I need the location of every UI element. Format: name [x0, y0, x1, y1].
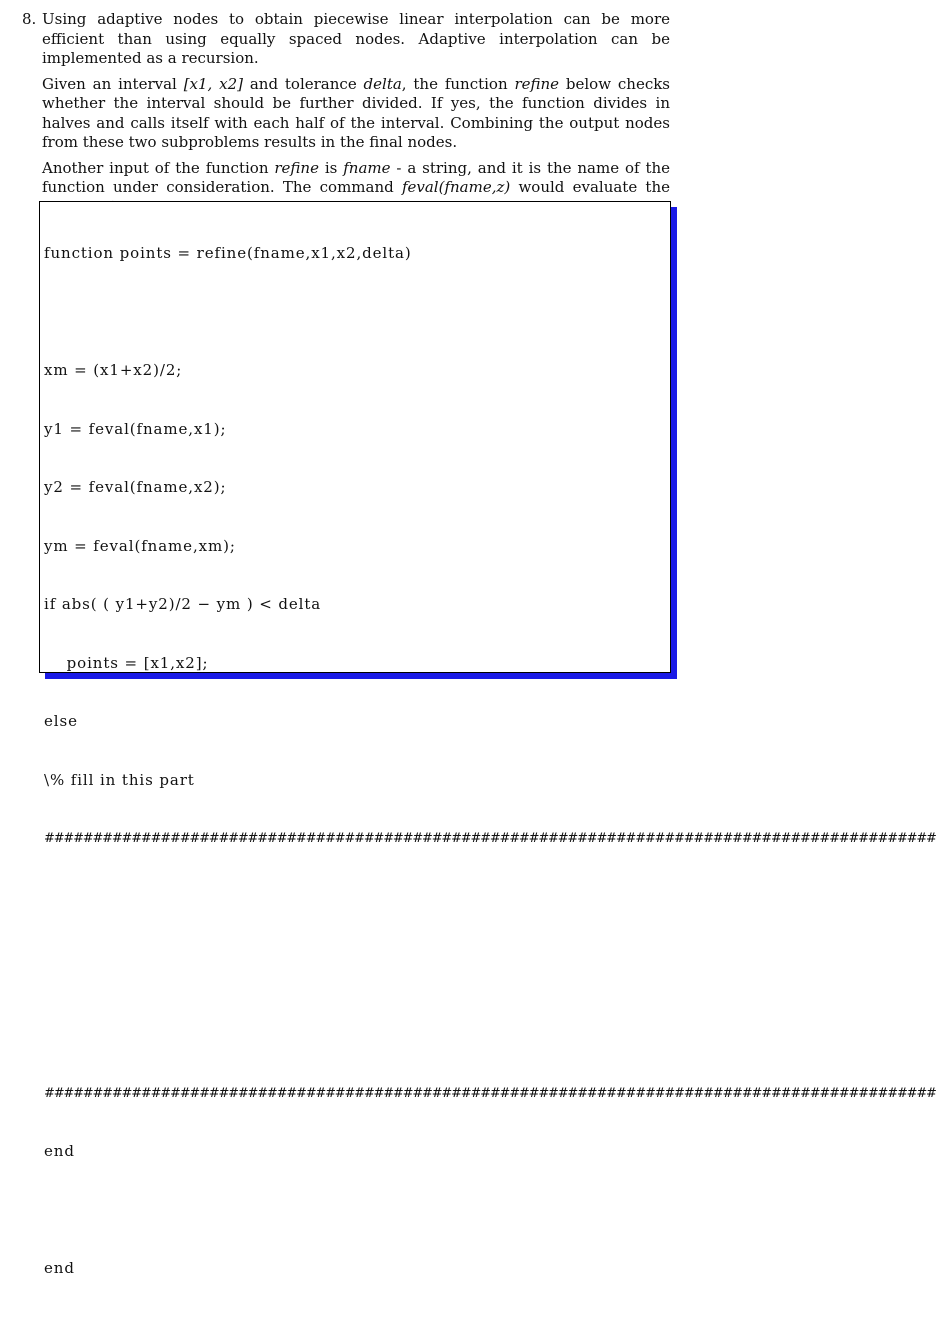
- hash-divider-top: ############################################################################################: [44, 831, 936, 846]
- code-line-function: function points = refine(fname,x1,x2,delta): [44, 244, 412, 262]
- refine-term: refine: [514, 74, 560, 93]
- paragraph-intro: Using adaptive nodes to obtain piecewise linear interpolation can be more efficient than using equally spaced nodes. Adaptive interpolation can be implemented as a recursion.: [42, 10, 670, 67]
- hash-divider-bottom: ############################################################################################: [44, 1085, 936, 1101]
- code-listing: [44, 205, 936, 1318]
- code-line-if: if abs( ( y1+y2)/2 − ym ) < delta: [44, 595, 322, 613]
- paragraph-refine-description: Given an interval [x1, x2] and tolerance delta, the function refine below checks whether the interval should be further divided. If yes, the function divides in halves and calls itself with each half of the interval. Combining the output nodes from these two subproblems results in the final nodes.: [42, 74, 671, 151]
- code-line-y2: y2 = feval(fname,x2);: [44, 478, 227, 496]
- feval-term: feval(fname,z): [401, 178, 511, 196]
- code-line-points: points = [x1,x2];: [44, 653, 209, 672]
- interval-math: [x1, x2]: [183, 74, 244, 93]
- refine-term-2: refine: [274, 158, 319, 177]
- code-line-end-if: end: [44, 1142, 75, 1160]
- delta-term: delta: [363, 74, 402, 93]
- problem-statement: [22, 10, 670, 223]
- paragraph-fname-description: Another input of the function refine is fname - a string, and it is the name of the function under consideration. The command feval(fname,z) would evaluate the: [42, 159, 670, 218]
- code-box: [39, 201, 936, 1277]
- fname-term: fname: [343, 158, 391, 177]
- code-line-else: else: [44, 712, 78, 730]
- code-line-y1: y1 = feval(fname,x1);: [44, 419, 227, 438]
- answer-space[interactable]: [44, 888, 666, 1045]
- code-line-end-function: end: [44, 1259, 75, 1277]
- code-line-xm: xm = (x1+x2)/2;: [44, 361, 183, 379]
- problem-number: 8.: [22, 10, 37, 28]
- code-line-ym: ym = feval(fname,xm);: [44, 536, 236, 555]
- code-line-comment: \% fill in this part: [44, 770, 195, 789]
- code-blank-line-2: [44, 1201, 666, 1221]
- code-blank-line: [44, 303, 666, 323]
